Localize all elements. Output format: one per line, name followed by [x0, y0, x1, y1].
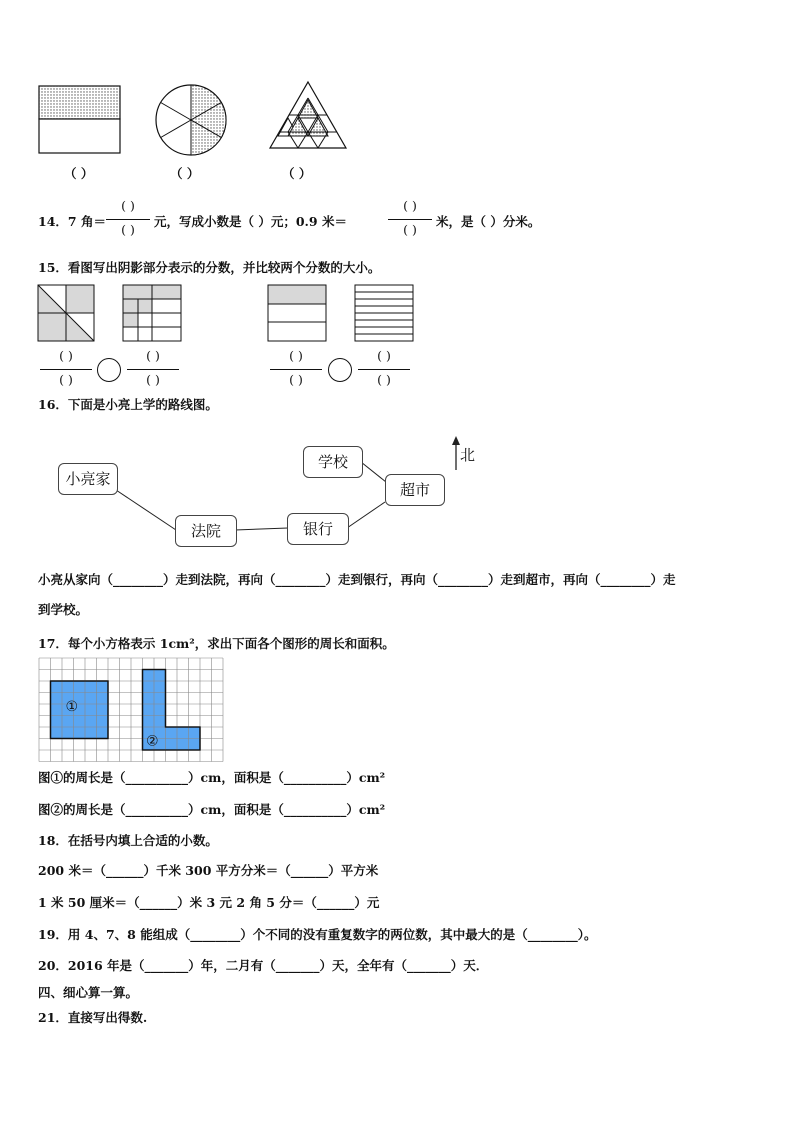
triangle-figure [268, 78, 352, 150]
q14-fraction-2[interactable] [386, 198, 434, 242]
fraction-bar [106, 219, 150, 220]
fraction-numerator: ( ) [146, 348, 160, 363]
q14-part-c: 米，是（ ）分米。 [436, 214, 541, 229]
q14-fraction-1[interactable] [104, 198, 152, 242]
q21-question: 21．直接写出得数. [38, 1010, 148, 1025]
q16-answer-line2: 到学校。 [38, 602, 89, 617]
place-school: 学校 [303, 446, 363, 478]
fraction-denominator: ( ) [59, 372, 73, 387]
fraction-denominator: ( ) [146, 372, 160, 387]
section-4-heading: 四、细心算一算。 [38, 985, 139, 1000]
rectangle-half-figure [38, 85, 122, 157]
q17-answer-line1[interactable]: 图①的周长是（__________）cm，面积是（__________）cm² [38, 770, 386, 785]
blank-fig1[interactable]: （ ） [64, 166, 94, 181]
fraction-numerator: ( ) [403, 198, 417, 213]
compare-circle-2[interactable] [328, 358, 352, 382]
fraction-numerator: ( ) [121, 198, 135, 213]
q15-fraction-3[interactable] [270, 348, 322, 392]
q15-rect-stripes-figure [354, 284, 416, 344]
q16-answer-line1[interactable]: 小亮从家向（________）走到法院，再向（________）走到银行，再向（________）走到超市，再向（________）走 [38, 572, 676, 587]
q15-square-figure [37, 284, 97, 344]
fraction-numerator: ( ) [59, 348, 73, 363]
q15-question: 15．看图写出阴影部分表示的分数，并比较两个分数的大小。 [38, 260, 381, 275]
blank-fig3[interactable]: （ ） [282, 166, 312, 181]
compare-circle-1[interactable] [97, 358, 121, 382]
q17-question: 17．每个小方格表示 1cm²，求出下面各个图形的周长和面积。 [38, 636, 395, 651]
fraction-bar [358, 369, 410, 370]
place-home: 小亮家 [58, 463, 118, 495]
fraction-bar [270, 369, 322, 370]
q16-question: 16．下面是小亮上学的路线图。 [38, 397, 218, 412]
q18-line1[interactable]: 200 米＝（______）千米 300 平方分米＝（______）平方米 [38, 863, 379, 878]
q20-question[interactable]: 20．2016 年是（_______）年，二月有（_______）天，全年有（_______）天． [38, 958, 489, 973]
q15-fraction-2[interactable] [127, 348, 179, 392]
q18-question: 18．在括号内填上合适的小数。 [38, 833, 218, 848]
q17-grid-figure [37, 656, 221, 760]
shape-1 [51, 681, 109, 739]
circle-sectors-figure [153, 82, 229, 158]
blank-fig2[interactable]: （ ） [170, 166, 200, 181]
shape-1-label: ① [65, 698, 79, 715]
place-bank: 银行 [287, 513, 349, 545]
fraction-denominator: ( ) [289, 372, 303, 387]
fraction-bar [40, 369, 92, 370]
q15-grid-figure [122, 284, 184, 344]
q17-answer-line2[interactable]: 图②的周长是（__________）cm，面积是（__________）cm² [38, 802, 386, 817]
q19-question[interactable]: 19．用 4、7、8 能组成（________）个不同的没有重复数字的两位数，其中最大的是（________）。 [38, 927, 597, 942]
place-market: 超市 [385, 474, 445, 506]
fraction-denominator: ( ) [403, 222, 417, 237]
fraction-denominator: ( ) [121, 222, 135, 237]
q15-fraction-4[interactable] [358, 348, 410, 392]
q15-rect-thirds-figure [267, 284, 329, 344]
fraction-bar [127, 369, 179, 370]
fraction-denominator: ( ) [377, 372, 391, 387]
q15-fraction-1[interactable] [40, 348, 92, 392]
fraction-bar [388, 219, 432, 220]
fraction-numerator: ( ) [377, 348, 391, 363]
q14-part-a: 14．7 角＝ [38, 214, 106, 229]
fraction-numerator: ( ) [289, 348, 303, 363]
place-court: 法院 [175, 515, 237, 547]
shape-2-label: ② [145, 733, 159, 750]
q18-line2[interactable]: 1 米 50 厘米＝（______）米 3 元 2 角 5 分＝（______）元 [38, 895, 380, 910]
north-label: 北 [460, 446, 476, 464]
q14-part-b: 元，写成小数是（ ）元；0.9 米＝ [154, 214, 347, 229]
